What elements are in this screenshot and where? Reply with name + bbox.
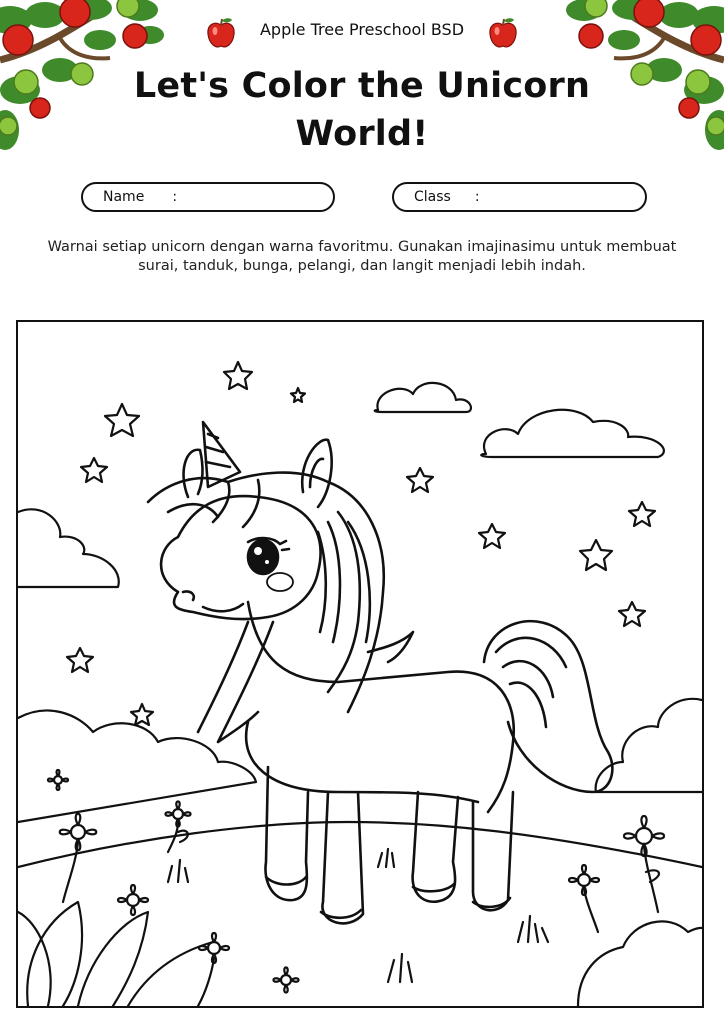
instructions-text: Warnai setiap unicorn dengan warna favoritmu. Gunakan imajinasimu untuk membuat surai, tanduk, bunga, pelangi, dan langit menjadi lebih indah.: [47, 239, 677, 274]
cloud-icon: [18, 509, 119, 587]
name-label: Name: [103, 189, 145, 205]
flower-icon: [624, 816, 664, 912]
flower-icon: [274, 968, 299, 993]
school-name: Apple Tree Preschool BSD: [259, 20, 465, 39]
coloring-frame: [16, 320, 704, 1008]
flower-icon: [569, 865, 599, 932]
flower-icon: [118, 885, 148, 915]
apple-icon: [487, 16, 519, 50]
flower-icon: [48, 770, 68, 790]
flower-icon: [198, 933, 229, 1006]
class-field[interactable]: [392, 182, 647, 212]
cloud-icon: [375, 383, 471, 412]
unicorn-scene: [18, 322, 702, 1006]
bush: [18, 711, 256, 822]
unicorn-illustration: [148, 422, 612, 923]
flower-icon: [166, 802, 191, 853]
class-label: Class: [414, 189, 451, 205]
name-field[interactable]: [81, 182, 335, 212]
class-separator: :: [474, 189, 480, 205]
flower-icon: [60, 814, 97, 902]
cloud-icon: [481, 410, 664, 457]
name-separator: :: [172, 189, 178, 205]
page-title: Let's Color the Unicorn World!: [133, 66, 591, 154]
